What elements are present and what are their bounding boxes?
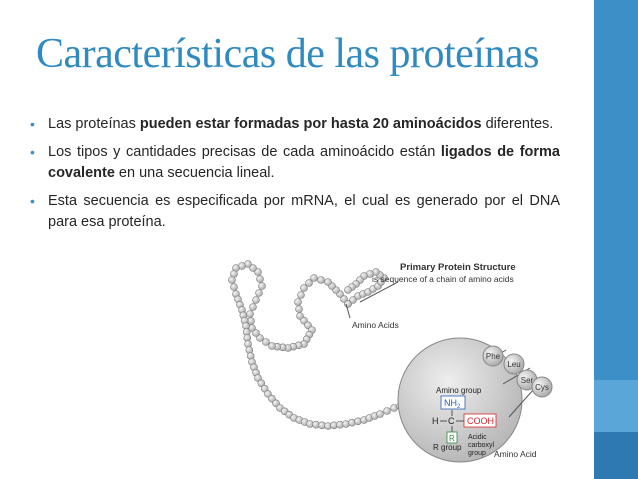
figure-heading: Primary Protein Structure	[400, 262, 516, 273]
chain-bead	[256, 290, 263, 297]
amino-acid-chain	[229, 261, 410, 430]
chain-bead	[325, 279, 332, 286]
figure-subheading: is sequence of a chain of amino acids	[372, 274, 514, 284]
chain-bead	[296, 306, 303, 313]
residue-label-leu: Leu	[507, 360, 521, 369]
residue-label-phe: Phe	[485, 352, 501, 361]
chain-bead	[247, 311, 254, 318]
chain-bead	[257, 276, 264, 283]
bullet-item: • Los tipos y cantidades precisas de cada aminoácido están ligados de forma covalente en una secuencia lineal.	[30, 144, 560, 181]
cooh-label: COOH	[467, 416, 494, 426]
h-atom: H	[432, 416, 439, 426]
chain-bead	[259, 283, 266, 290]
protein-structure-figure	[228, 254, 568, 468]
bullet-list	[30, 114, 560, 240]
chain-bead	[269, 343, 276, 350]
chain-bead	[298, 292, 305, 299]
amino-acid-label: Amino Acid	[494, 449, 537, 459]
bullet-dot-icon: •	[30, 144, 35, 160]
side-accent-block	[594, 380, 638, 432]
r-group-label: R group	[433, 443, 462, 452]
amino-acids-label: Amino Acids	[352, 320, 399, 330]
side-accent-block-dark	[594, 432, 638, 479]
chain-bead	[318, 277, 325, 284]
residue-label-ser: Ser	[520, 376, 534, 385]
acidic-label-2: carboxyl	[468, 442, 495, 449]
residue-label-cys: Cys	[535, 383, 549, 392]
side-accent-bar	[594, 0, 638, 479]
bullet-dot-icon: •	[30, 116, 35, 132]
c-atom: C	[448, 416, 455, 426]
acidic-label-1: Acidic	[468, 434, 487, 441]
chain-bead	[384, 408, 391, 415]
chain-bead	[253, 297, 260, 304]
bullet-dot-icon: •	[30, 193, 35, 209]
chain-bead	[229, 277, 236, 284]
bullet-item: • Esta secuencia es especificada por mRNA, el cual es generado por el DNA para esa proteína.	[30, 193, 560, 230]
chain-bead	[231, 284, 238, 291]
chain-bead	[345, 287, 352, 294]
chain-bead	[377, 411, 384, 418]
acidic-label-3: group	[468, 450, 486, 457]
chain-bead	[295, 299, 302, 306]
chain-bead	[301, 285, 308, 292]
chain-bead	[263, 339, 270, 346]
chain-bead	[250, 304, 257, 311]
amino-group-label: Amino group	[436, 386, 482, 395]
protein-structure-diagram	[228, 254, 568, 468]
nh2-label: $NH_2$	[444, 398, 461, 410]
slide-title: Características de las proteínas	[36, 31, 539, 77]
r-label: R	[449, 434, 455, 443]
bullet-item: • Las proteínas pueden estar formadas por hasta 20 aminoácidos diferentes.	[30, 114, 560, 135]
